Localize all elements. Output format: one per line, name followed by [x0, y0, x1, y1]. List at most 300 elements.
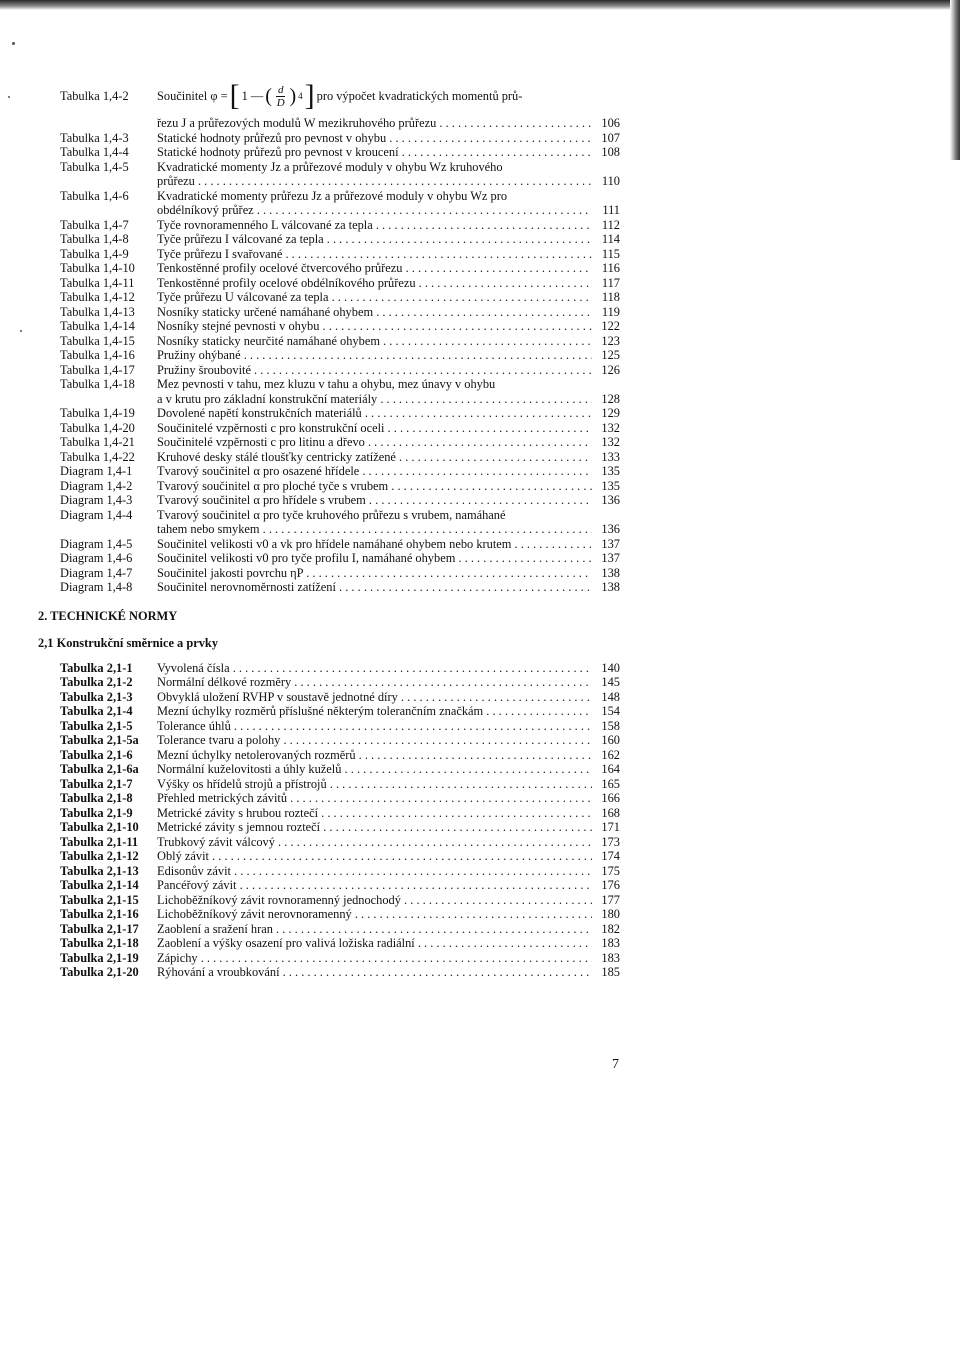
toc-entry: [60, 247, 620, 262]
entry-kind: Tabulka: [60, 660, 104, 675]
entry-title: Statické hodnoty průřezů pro pevnost v kroucení . . .: [157, 145, 592, 160]
fraction-numerator: d: [277, 83, 284, 96]
entry-kind: Tabulka: [60, 834, 104, 849]
entry-label: [60, 435, 157, 450]
formula-prefix: Součinitel φ =: [157, 88, 228, 103]
toc-entry: [60, 791, 620, 806]
entry-page: 123: [601, 333, 620, 348]
entry-page: 136: [601, 493, 620, 507]
entry-number: 2,1-8: [106, 791, 133, 805]
toc-list-section-2-1: [60, 661, 620, 980]
entry-label: [60, 276, 157, 291]
toc-entry-continuation: [60, 116, 620, 131]
entry-number: 2,1-17: [106, 921, 139, 936]
entry-label: [60, 675, 157, 690]
entry-title: Součinitel jakosti povrchu ηP . . .: [157, 566, 592, 581]
entry-kind: Tabulka: [60, 718, 104, 733]
formula-suffix: pro výpočet kvadratických momentů prů-: [316, 88, 523, 103]
entry-title: Tolerance tvaru a polohy . . .: [157, 733, 592, 748]
entry-number: 1,4-7: [102, 217, 129, 232]
entry-kind: Tabulka: [60, 333, 100, 348]
toc-entry: [60, 762, 620, 777]
bracket-open: [: [229, 79, 240, 112]
entry-title: Součinitelé vzpěrnosti c pro litinu a dřevo . . .: [157, 435, 592, 450]
entry-label: [60, 791, 157, 806]
entry-title: Normální kuželovitosti a úhly kuželů . . .: [157, 762, 592, 777]
entry-title: Tyče průřezu U válcované za tepla . . .: [157, 290, 592, 305]
entry-page: 173: [601, 834, 620, 849]
fraction-d-over-D: [276, 84, 286, 109]
entry-label: [60, 922, 157, 937]
entry-page: 117: [601, 275, 620, 290]
toc-entry: [60, 160, 620, 175]
entry-title: Lichoběžníkový závit nerovnoramenný . . .: [157, 907, 592, 922]
entry-label: [60, 907, 157, 922]
entry-title: Výšky os hřídelů strojů a přístrojů . . .: [157, 777, 592, 792]
entry-number: 1,4-18: [102, 377, 135, 391]
entry-kind: Tabulka: [60, 675, 104, 689]
entry-page: 168: [601, 805, 620, 820]
entry-kind: Tabulka: [60, 420, 100, 435]
entry-number: 2,1-15: [106, 892, 139, 907]
entry-number: 2,1-3: [106, 689, 133, 704]
toc-entry: [60, 290, 620, 305]
entry-kind: Tabulka: [60, 435, 100, 449]
toc-entry: [60, 348, 620, 363]
toc-entry: [60, 479, 620, 494]
entry-label: [60, 131, 157, 146]
entry-page: 140: [601, 660, 620, 675]
entry-title: Pancéřový závit . . .: [157, 878, 592, 893]
entry-kind: Tabulka: [60, 849, 104, 863]
entry-title: Mez pevnosti v tahu, mez kluzu v tahu a ohybu, mez únavy v ohybu: [157, 377, 496, 391]
toc-entry: [60, 893, 620, 908]
entry-number: 1,4-10: [102, 261, 135, 275]
entry-number: 1,4-21: [102, 435, 135, 449]
toc-entry: [60, 777, 620, 792]
entry-label: [60, 777, 157, 792]
entry-number: 1,4-20: [102, 420, 135, 435]
entry-title: Tvarový součinitel α pro ploché tyče s vrubem . . .: [157, 479, 592, 494]
toc-entry: [60, 305, 620, 320]
entry-label: [60, 334, 157, 349]
entry-title: Zaoblení a sražení hran . . .: [157, 922, 592, 937]
entry-title-continuation: obdélníkový průřez . . .: [157, 203, 592, 218]
entry-page: 154: [601, 704, 620, 718]
entry-page: 177: [601, 892, 620, 907]
toc-entry: [60, 719, 620, 734]
entry-page: 164: [601, 762, 620, 776]
toc-entry: [60, 464, 620, 479]
paren-open: (: [265, 84, 272, 107]
entry-number: 1,4-6: [102, 188, 129, 203]
entry-number: 1,4-4: [102, 145, 129, 159]
entry-title: Oblý závit . . .: [157, 849, 592, 864]
entry-title-continuation: průřezu . . .: [157, 174, 592, 189]
toc-list-section-1-4: [60, 131, 620, 595]
entry-label: [60, 305, 157, 320]
entry-page: 183: [601, 950, 620, 965]
toc-entry: [60, 704, 620, 719]
toc-entry: [60, 145, 620, 160]
entry-page: 165: [601, 776, 620, 791]
entry-kind: Tabulka: [60, 776, 104, 791]
entry-page: 114: [601, 232, 620, 246]
page-number: 7: [612, 1057, 619, 1072]
entry-label: [60, 189, 157, 204]
toc-entry-continuation: [60, 174, 620, 189]
entry-label: [60, 247, 157, 262]
toc-entry: [60, 319, 620, 334]
entry-label: [60, 661, 157, 676]
toc-entry: [60, 537, 620, 552]
toc-entry: [60, 936, 620, 951]
entry-label: [60, 965, 157, 980]
entry-page: 138: [601, 565, 620, 580]
entry-label: [60, 377, 157, 392]
entry-title: Zaoblení a výšky osazení pro valivá ložiska radiální . . .: [157, 936, 592, 951]
entry-label: [60, 464, 157, 479]
paren-close: ): [289, 84, 297, 107]
entry-page: 115: [601, 246, 620, 261]
entry-page: 166: [601, 791, 620, 805]
entry-page: 180: [601, 907, 620, 921]
entry-title: Nosníky staticky neurčité namáhané ohybem . . .: [157, 334, 592, 349]
toc-entry: [60, 508, 620, 523]
entry-label: [60, 551, 157, 566]
entry-label: [60, 537, 157, 552]
formula-one: 1 —: [241, 88, 264, 103]
entry-kind: Tabulka: [60, 159, 100, 174]
toc-entry: [60, 580, 620, 595]
entry-kind: Tabulka: [60, 348, 100, 362]
entry-number: 2,1-1: [106, 660, 133, 675]
entry-number: 1,4-17: [102, 362, 135, 377]
entry-page: 122: [601, 319, 620, 333]
entry-title: Součinitel velikosti v0 a vk pro hřídele namáhané ohybem nebo krutem . . .: [157, 537, 592, 552]
entry-label: [60, 566, 157, 581]
toc-entry: [60, 878, 620, 893]
entry-page: 106: [601, 116, 620, 130]
entry-title: Tyče rovnoramenného L válcované za tepla . . .: [157, 218, 592, 233]
entry-label: [60, 820, 157, 835]
entry-kind: Tabulka: [60, 362, 100, 377]
toc-entry-formula: [60, 76, 620, 116]
entry-title: Lichoběžníkový závit rovnoramenný jednochodý . . .: [157, 893, 592, 908]
entry-label: [60, 936, 157, 951]
entry-label: [60, 218, 157, 233]
entry-number: 1,4-2: [106, 478, 133, 493]
entry-kind: Diagram: [60, 464, 104, 478]
toc-entry: [60, 835, 620, 850]
entry-label: [60, 878, 157, 893]
entry-title: Tvarový součinitel α pro hřídele s vrubem . . .: [157, 493, 592, 508]
toc-entry: [60, 261, 620, 276]
entry-label: [60, 160, 157, 175]
entry-kind: Diagram: [60, 565, 104, 580]
entry-title: Rýhování a vroubkování . . .: [157, 965, 592, 980]
toc-entry: [60, 551, 620, 566]
entry-page: 118: [601, 290, 620, 304]
entry-label: [60, 733, 157, 748]
entry-page: 182: [601, 921, 620, 936]
entry-title-continuation: řezu J a průřezových modulů W mezikruhového průřezu . . .: [157, 116, 592, 131]
entry-number: 2,1-19: [106, 950, 139, 965]
entry-kind: Tabulka: [60, 878, 104, 892]
phi-formula: [157, 81, 522, 111]
entry-page: 158: [601, 718, 620, 733]
entry-page: 116: [601, 261, 620, 275]
entry-number: 2,1-12: [106, 849, 139, 863]
entry-kind: Diagram: [60, 507, 104, 522]
entry-number: 1,4-6: [106, 551, 133, 565]
toc-entry: [60, 450, 620, 465]
entry-number: 1,4-3: [102, 130, 129, 145]
entry-page: 148: [601, 689, 620, 704]
toc-entry: [60, 377, 620, 392]
entry-kind: Tabulka: [60, 907, 104, 921]
entry-label: [60, 348, 157, 363]
entry-kind: Tabulka: [60, 791, 104, 805]
entry-kind: Tabulka: [60, 689, 104, 704]
toc-entry: [60, 276, 620, 291]
entry-number: 2,1-13: [106, 863, 139, 878]
entry-page: 174: [601, 849, 620, 863]
entry-kind: Tabulka: [60, 232, 100, 246]
entry-kind: Tabulka: [60, 762, 104, 776]
entry-title: Nosníky stejné pevnosti v ohybu . . .: [157, 319, 592, 334]
entry-kind: Diagram: [60, 536, 104, 551]
toc-entry: [60, 864, 620, 879]
fraction-denominator: D: [276, 96, 285, 109]
section-heading-2: 2. TECHNICKÉ NORMY: [38, 608, 178, 623]
entry-label: [60, 406, 157, 421]
entry-label: [60, 261, 157, 276]
entry-title: Metrické závity s hrubou roztečí . . .: [157, 806, 592, 821]
entry-page: 138: [601, 580, 620, 594]
entry-kind: Tabulka: [60, 217, 100, 232]
entry-kind: Tabulka: [60, 377, 100, 391]
entry-title: Pružiny ohýbané . . .: [157, 348, 592, 363]
toc-entry: [60, 334, 620, 349]
entry-kind: Tabulka: [60, 936, 104, 950]
formula-exponent: 4: [298, 90, 303, 101]
entry-title: Součinitel nerovnoměrnosti zatížení . . .: [157, 580, 592, 595]
entry-page: 133: [601, 449, 620, 464]
entry-page: 112: [601, 217, 620, 232]
entry-kind: Tabulka: [60, 261, 100, 275]
scan-edge-right: [950, 0, 960, 160]
entry-page: 128: [601, 391, 620, 406]
toc-entry: [60, 690, 620, 705]
table-of-contents: [38, 76, 620, 980]
entry-kind: Tabulka: [60, 747, 104, 762]
toc-entry: [60, 675, 620, 690]
entry-kind: Tabulka: [60, 406, 100, 420]
entry-label: [60, 319, 157, 334]
entry-page: 129: [601, 406, 620, 420]
entry-title: Mezní úchylky rozměrů příslušné některým tolerančním značkám . . .: [157, 704, 592, 719]
entry-kind: Diagram: [60, 580, 104, 594]
toc-entry: [60, 922, 620, 937]
entry-number: 1,4-13: [102, 304, 135, 319]
scan-edge-top: [0, 0, 960, 10]
entry-page: 132: [601, 420, 620, 435]
toc-entry: [60, 661, 620, 676]
entry-number: 1,4-9: [102, 246, 129, 261]
entry-kind: Tabulka: [60, 704, 104, 718]
entry-page: 171: [601, 820, 620, 834]
toc-entry: [60, 435, 620, 450]
entry-page: 162: [601, 747, 620, 762]
entry-label: [60, 893, 157, 908]
entry-number: 1,4-14: [102, 319, 135, 333]
entry-number: 2,1-18: [106, 936, 139, 950]
entry-kind: Tabulka: [60, 304, 100, 319]
bracket-close: ]: [304, 79, 315, 112]
entry-page: 175: [601, 863, 620, 878]
entry-number: 1,4-22: [102, 449, 135, 464]
entry-number: 1,4-19: [102, 406, 135, 420]
entry-title: Kvadratické momenty průřezu Jz a průřezové moduly v ohybu Wz pro: [157, 188, 508, 203]
entry-title: Statické hodnoty průřezů pro pevnost v ohybu . . .: [157, 131, 592, 146]
entry-page: 126: [601, 362, 620, 377]
entry-page: 160: [601, 733, 620, 747]
entry-title: Součinitel velikosti v0 pro tyče profilu I, namáhané ohybem . . .: [157, 551, 592, 566]
entry-label: [60, 806, 157, 821]
entry-title: Přehled metrických závitů . . .: [157, 791, 592, 806]
entry-label: [60, 450, 157, 465]
entry-title: Tyče průřezu I válcované za tepla . . .: [157, 232, 592, 247]
entry-title: Tenkostěnné profily ocelové obdélníkového průřezu . . .: [157, 276, 592, 291]
toc-entry-continuation: [60, 392, 620, 407]
entry-page: 135: [601, 478, 620, 493]
entry-page: 183: [601, 936, 620, 950]
entry-title: Součinitelé vzpěrnosti c pro konstrukční oceli . . .: [157, 421, 592, 436]
entry-label: [60, 421, 157, 436]
entry-label: [60, 951, 157, 966]
entry-label: [60, 748, 157, 763]
entry-title: Vyvolená čísla . . .: [157, 661, 592, 676]
entry-number: 1,4-15: [102, 333, 135, 348]
entry-label: [60, 704, 157, 719]
entry-label: [60, 690, 157, 705]
entry-number: 2,1-7: [106, 776, 133, 791]
entry-number: 2,1-2: [106, 675, 133, 689]
toc-entry: [60, 965, 620, 980]
entry-number: 1,4-8: [102, 232, 129, 246]
entry-title: Metrické závity s jemnou roztečí . . .: [157, 820, 592, 835]
entry-title: Pružiny šroubovité . . .: [157, 363, 592, 378]
entry-kind: Tabulka: [60, 950, 104, 965]
toc-entry: [60, 951, 620, 966]
entry-title: Kvadratické momenty Jz a průřezové moduly v ohybu Wz kruhového: [157, 159, 503, 174]
scan-speck: [20, 330, 22, 332]
toc-entry: [60, 566, 620, 581]
entry-kind: Tabulka: [60, 188, 100, 203]
scan-speck: [8, 96, 10, 98]
toc-entry: [60, 421, 620, 436]
toc-entry: [60, 907, 620, 922]
entry-kind: Tabulka: [60, 275, 100, 290]
entry-kind: Tabulka: [60, 820, 104, 834]
toc-entry: [60, 748, 620, 763]
entry-kind: Tabulka: [60, 892, 104, 907]
entry-title: Dovolené napětí konstrukčních materiálů . . .: [157, 406, 592, 421]
entry-kind: Tabulka: [60, 246, 100, 261]
entry-number: 2,1-5: [106, 718, 133, 733]
entry-number: 2,1-14: [106, 878, 139, 892]
entry-label: [60, 508, 157, 523]
entry-page: 132: [601, 435, 620, 449]
entry-title-continuation: tahem nebo smykem . . .: [157, 522, 592, 537]
toc-entry-continuation: [60, 203, 620, 218]
entry-number: 2,1-5a: [106, 733, 139, 747]
entry-number: 2,1-6: [106, 747, 133, 762]
entry-title-continuation: a v krutu pro základní konstrukční materiály . . .: [157, 392, 592, 407]
entry-kind: Tabulka: [60, 863, 104, 878]
entry-label: [60, 762, 157, 777]
entry-number: 1,4-8: [106, 580, 133, 594]
entry-page: 137: [601, 551, 620, 565]
entry-page: 119: [601, 304, 620, 319]
entry-number: 2,1-16: [106, 907, 139, 921]
entry-page: 145: [601, 675, 620, 689]
entry-number: 2,1-4: [106, 704, 133, 718]
scan-speck: [12, 42, 15, 45]
entry-number: 1,4-4: [106, 507, 133, 522]
entry-title: Kruhové desky stálé tloušťky centricky zatížené . . .: [157, 450, 592, 465]
entry-number: 1,4-11: [102, 275, 135, 290]
toc-entry: [60, 806, 620, 821]
entry-label: [60, 363, 157, 378]
entry-page: 110: [601, 174, 620, 188]
entry-kind: Diagram: [60, 551, 104, 565]
entry-kind: Tabulka: [60, 921, 104, 936]
entry-kind: Tabulka: [60, 145, 100, 159]
entry-number: 2,1-9: [106, 805, 133, 820]
entry-title: Obvyklá uložení RVHP v soustavě jednotné díry . . .: [157, 690, 592, 705]
toc-entry: [60, 218, 620, 233]
entry-number: 2,1-20: [106, 965, 139, 979]
entry-title: Normální délkové rozměry . . .: [157, 675, 592, 690]
entry-title: Tenkostěnné profily ocelové čtvercového průřezu . . .: [157, 261, 592, 276]
entry-kind: Tabulka: [60, 965, 104, 979]
entry-title: Tvarový součinitel α pro tyče kruhového průřezu s vrubem, namáhané: [157, 507, 506, 522]
entry-title: Tyče průřezu I svařované . . .: [157, 247, 592, 262]
entry-page: 125: [601, 348, 620, 362]
entry-number: 1,4-7: [106, 565, 133, 580]
entry-page: 111: [602, 203, 620, 217]
entry-title: Trubkový závit válcový . . .: [157, 835, 592, 850]
entry-title: Nosníky staticky určené namáhané ohybem . . .: [157, 305, 592, 320]
entry-title: Edisonův závit . . .: [157, 864, 592, 879]
entry-number: 2,1-6a: [106, 762, 139, 776]
entry-label: [60, 849, 157, 864]
entry-page: 176: [601, 878, 620, 892]
section-heading-2-1: 2,1 Konstrukční směrnice a prvky: [38, 635, 219, 650]
entry-label: [60, 145, 157, 160]
entry-number: 1,4-2: [102, 88, 129, 103]
entry-number: 1,4-3: [106, 493, 133, 507]
toc-entry: [60, 406, 620, 421]
entry-label: [60, 232, 157, 247]
entry-label: [60, 580, 157, 595]
entry-number: 2,1-10: [106, 820, 139, 834]
entry-label: [60, 89, 157, 104]
entry-page: 107: [601, 130, 620, 145]
toc-entry: [60, 820, 620, 835]
